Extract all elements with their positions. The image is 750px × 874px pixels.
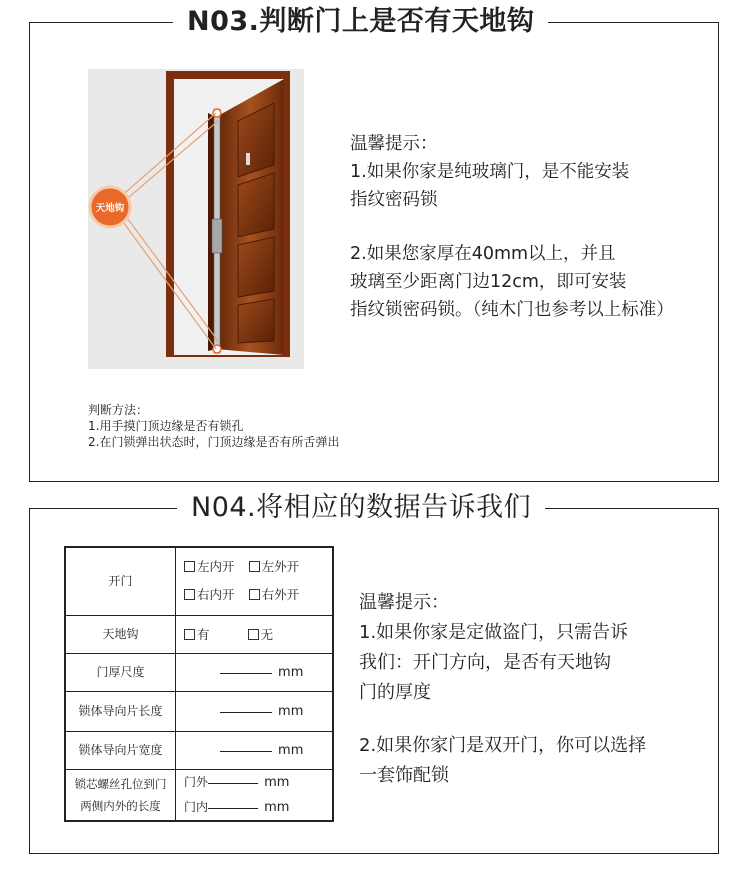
tip-line: 指纹锁密码锁。（纯木门也参考以上标准） [350,300,674,320]
door-info-form [64,546,334,822]
guide-width-field[interactable] [176,731,333,769]
table-row [65,769,333,821]
section-n03-tips [350,130,674,324]
option-label: 右内开 [197,587,235,603]
checkbox[interactable] [249,589,260,600]
checkbox[interactable] [249,561,260,572]
option-label: 左外开 [261,559,300,575]
tip-line: 玻璃至少距离门边12cm，即可安装 [350,272,627,292]
checkbox[interactable] [184,589,195,600]
table-row [65,615,333,653]
unit-label: mm [278,664,304,680]
tip-line: 我们：开门方向，是否有天地钩 [359,652,611,673]
tip-line: 1.如果你家是定做盗门，只需告诉 [359,622,629,643]
option-hook-yes[interactable] [184,625,210,643]
fill-blank[interactable] [220,751,272,752]
tip-line: 2.如果你家门是双开门，你可以选择 [359,735,647,756]
open-direction-options [176,547,333,615]
option-right-outward[interactable] [249,581,300,609]
door-out-label: 门外 [184,774,209,789]
tips-heading: 温馨提示： [359,592,449,613]
tips-heading: 温馨提示： [350,134,438,154]
hook-options [176,615,333,653]
tip-line: 1.如果你家是纯玻璃门，是不能安装 [350,162,630,182]
section-n04-tips [359,588,646,791]
method-item: 2.在门锁弹出状态时，门顶边缘是否有所舌弹出 [88,435,340,449]
label-line: 两侧内外的长度 [80,798,161,813]
lock-body [212,219,222,253]
method-item: 1.用手摸门顶边缘是否有锁孔 [88,419,244,433]
top-hook-marker [213,109,221,117]
fill-blank[interactable] [220,712,272,713]
table-row [65,547,333,615]
option-right-inward[interactable] [184,581,235,609]
screw-hole-label [65,769,176,821]
tip-line: 一套饰配锁 [359,765,449,786]
option-label: 右外开 [261,587,300,603]
hook-callout-label: 天地钩 [95,203,125,214]
checkbox[interactable] [248,629,259,640]
peephole [246,153,250,165]
checkbox[interactable] [184,561,195,572]
door-panels [238,103,274,343]
tip-line: 指纹密码锁 [350,190,438,210]
inner-side-field[interactable] [184,795,332,820]
unit-label: mm [264,799,290,815]
outer-side-field[interactable] [184,770,332,795]
guide-length-field[interactable] [176,691,333,731]
fill-blank[interactable] [208,783,258,784]
tip-line: 门的厚度 [359,682,431,703]
option-left-outward[interactable] [249,553,300,581]
door-in-label: 门内 [184,799,209,814]
unit-label: mm [264,774,290,790]
unit-label: mm [278,742,304,758]
section-n04-title: N04.将相应的数据告诉我们 [177,491,545,525]
guide-length-label: 锁体导向片长度 [65,691,176,731]
checkbox[interactable] [184,629,195,640]
option-label: 有 [197,627,210,642]
table-row [65,653,333,691]
judgment-method [88,402,339,450]
tip-line: 2.如果您家厚在40mm以上，并且 [350,244,616,264]
option-left-inward[interactable] [184,553,235,581]
screw-hole-fields [176,769,333,821]
table-row [65,691,333,731]
thickness-field[interactable] [176,653,333,691]
option-label: 无 [260,627,274,642]
unit-label: mm [278,703,304,719]
method-heading: 判断方法： [88,403,149,417]
guide-width-label: 锁体导向片宽度 [65,731,176,769]
thickness-label: 门厚尺度 [65,653,176,691]
open-direction-label: 开门 [65,547,176,615]
option-label: 左内开 [197,559,235,575]
door-illustration [88,69,304,369]
section-n03-title: N03.判断门上是否有天地钩 [173,5,548,39]
fill-blank[interactable] [208,808,258,809]
hook-label: 天地钩 [65,615,176,653]
fill-blank[interactable] [220,673,272,674]
option-hook-no[interactable] [248,625,274,643]
table-row [65,731,333,769]
label-line: 锁芯螺丝孔位到门 [74,776,167,791]
